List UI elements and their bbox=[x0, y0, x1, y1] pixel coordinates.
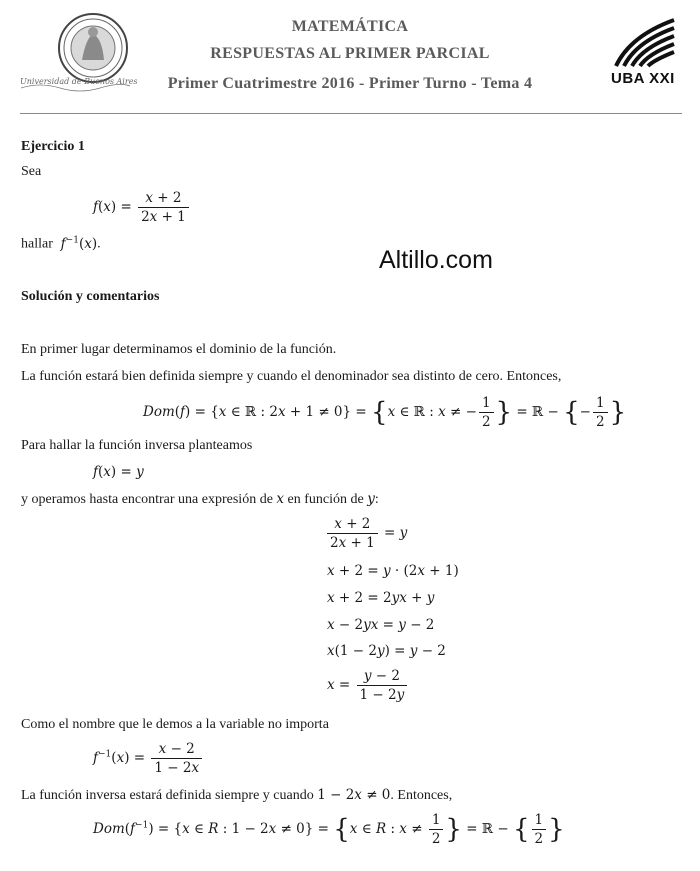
paragraph-inverse-domain: La función inversa estará definida siempre y cuando 1 − 2x ≠ 0. Entonces, bbox=[21, 787, 453, 803]
equation-fx-equals-y: f(x) = y bbox=[93, 464, 144, 480]
function-definition: f(x) = $\frac{x + 2}{2x + 1}$ bbox=[93, 190, 191, 225]
step-3: x + 2 = 2yx + y bbox=[327, 590, 435, 606]
paragraph-inverse-domain-post: . Entonces, bbox=[390, 788, 453, 803]
uba-xxi-logo bbox=[612, 18, 676, 68]
step-5: x(1 − 2y) = y − 2 bbox=[327, 643, 446, 659]
paragraph-domain-condition: La función estará bien definida siempre y cuando el denominador sea distinto de cero. Entonces, bbox=[21, 369, 562, 384]
domain-equation: Dom(f) = {x ∈ ℝ : 2x + 1 ≠ 0} = {x ∈ ℝ : x ≠ − $\frac{1}{2}$ } = ℝ − {− $\frac{1}{2}$ } bbox=[143, 395, 627, 430]
inverse-domain-equation: $Dom(f^{-1}) = \{x$ ∈ R : 1 − 2x ≠ 0} = {x ∈ R : x ≠ $\frac{1}{2}$ } = ℝ − { $\frac{1}{2}$ } bbox=[93, 812, 565, 847]
watermark-text: Altillo.com bbox=[379, 246, 493, 274]
exercise-task-word: hallar bbox=[21, 236, 53, 252]
header-divider bbox=[20, 113, 682, 114]
paragraph-inverse-setup: Para hallar la función inversa planteamos bbox=[21, 438, 253, 453]
term-line: Primer Cuatrimestre 2016 - Primer Turno - Tema 4 bbox=[167, 75, 533, 92]
exercise-task: hallar $f^{-1}(x)$. bbox=[21, 235, 101, 252]
step-2: x + 2 = y · (2x + 1) bbox=[327, 563, 459, 579]
paragraph-solve-for-x: y operamos hasta encontrar una expresión de x en función de y: bbox=[21, 491, 379, 507]
paragraph-rename-variable: Como el nombre que le demos a la variable no importa bbox=[21, 717, 329, 732]
solution-heading: Solución y comentarios bbox=[21, 289, 160, 304]
step-1: $\frac{x + 2}{2x + 1}$ = y bbox=[325, 516, 407, 551]
uba-signature: Universidad de Buenos Aires bbox=[20, 77, 138, 86]
inverse-function: $f^{-1}(x)$ = $\frac{x - 2}{1 - 2x}$ bbox=[93, 741, 204, 776]
page-title: MATEMÁTICA bbox=[291, 18, 409, 35]
exercise-heading: Ejercicio 1 bbox=[21, 139, 85, 154]
uba-xxi-text: UBA XXI bbox=[611, 70, 675, 87]
paragraph-domain-intro: En primer lugar determinamos el dominio de la función. bbox=[21, 342, 337, 357]
step-4: x − 2yx = y − 2 bbox=[327, 617, 435, 633]
exercise-intro: Sea bbox=[21, 164, 42, 179]
step-6: x = $\frac{y - 2}{1 - 2y}$ bbox=[327, 668, 409, 703]
paragraph-solve-pre: y operamos hasta encontrar una expresión de bbox=[21, 492, 273, 507]
paragraph-inverse-domain-pre: La función inversa estará definida siempre y cuando bbox=[21, 788, 314, 803]
page-subtitle: RESPUESTAS AL PRIMER PARCIAL bbox=[210, 45, 490, 62]
paragraph-solve-mid: en función de bbox=[287, 492, 364, 507]
